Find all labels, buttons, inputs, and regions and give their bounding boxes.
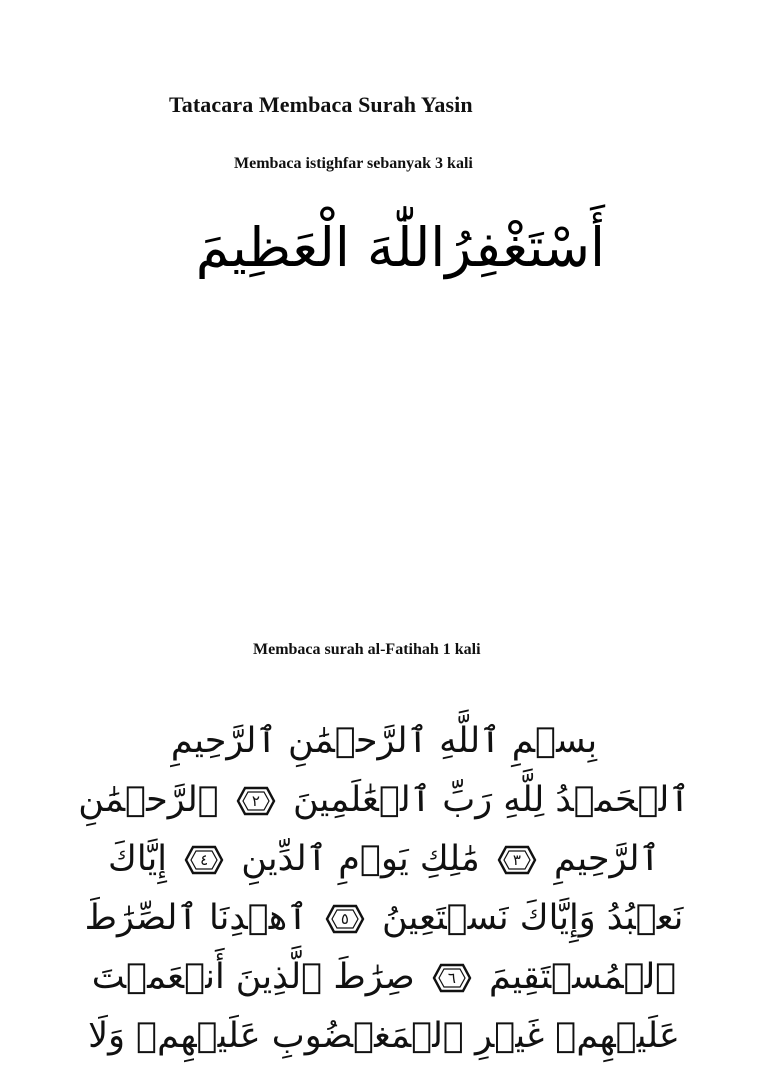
fatihah-instruction: Membaca surah al-Fatihah 1 kali	[253, 641, 481, 658]
fatihah-verse-text: صِرَٰطَ ٱلَّذِينَ أَنۡعَمۡتَ	[91, 957, 415, 997]
fatihah-verse-text: إِيَّاكَ	[107, 839, 167, 879]
ayah-number: ٦	[447, 969, 456, 987]
istighfar-instruction: Membaca istighfar sebanyak 3 kali	[234, 155, 473, 172]
fatihah-line-6	[60, 1007, 708, 1066]
fatihah-verse-text: ٱلۡحَمۡدُ لِلَّهِ رَبِّ ٱلۡعَٰلَمِينَ	[293, 780, 690, 820]
fatihah-verse-text: بِسۡمِ ٱللَّهِ ٱلرَّحۡمَٰنِ ٱلرَّحِيمِ	[170, 721, 598, 761]
ayah-number-marker	[184, 843, 224, 877]
ayah-number: ٤	[200, 851, 209, 869]
istighfar-arabic-text: أَسْتَغْفِرُاللّٰهَ الْعَظِيمَ	[195, 216, 605, 279]
fatihah-verse-text: عَلَيۡهِمۡ غَيۡرِ ٱلۡمَغۡضُوبِ عَلَيۡهِمۡ وَلَا	[88, 1016, 680, 1056]
fatihah-verse-text: ٱهۡدِنَا ٱلصِّرَٰطَ	[84, 898, 308, 938]
ayah-number-marker	[236, 784, 276, 818]
ayah-number-marker	[325, 902, 365, 936]
ayah-number: ٥	[340, 910, 349, 928]
fatihah-line-2	[60, 771, 708, 830]
fatihah-arabic-text	[60, 712, 708, 1066]
ayah-number-marker	[432, 961, 472, 995]
ayah-number: ٣	[512, 851, 521, 869]
fatihah-line-3	[60, 830, 708, 889]
fatihah-verse-text: نَعۡبُدُ وَإِيَّاكَ نَسۡتَعِينُ	[382, 898, 684, 938]
ayah-number: ٢	[251, 792, 260, 810]
ayah-number-marker	[497, 843, 537, 877]
fatihah-line-4	[60, 889, 708, 948]
fatihah-verse-text: مَٰلِكِ يَوۡمِ ٱلدِّينِ	[241, 839, 480, 879]
fatihah-line-1	[60, 712, 708, 771]
fatihah-verse-text: ٱلرَّحۡمَٰنِ	[78, 780, 219, 820]
page-title: Tatacara Membaca Surah Yasin	[169, 92, 473, 117]
fatihah-verse-text: ٱلۡمُسۡتَقِيمَ	[489, 957, 677, 997]
fatihah-verse-text: ٱلرَّحِيمِ	[554, 839, 661, 879]
fatihah-line-5	[60, 948, 708, 1007]
